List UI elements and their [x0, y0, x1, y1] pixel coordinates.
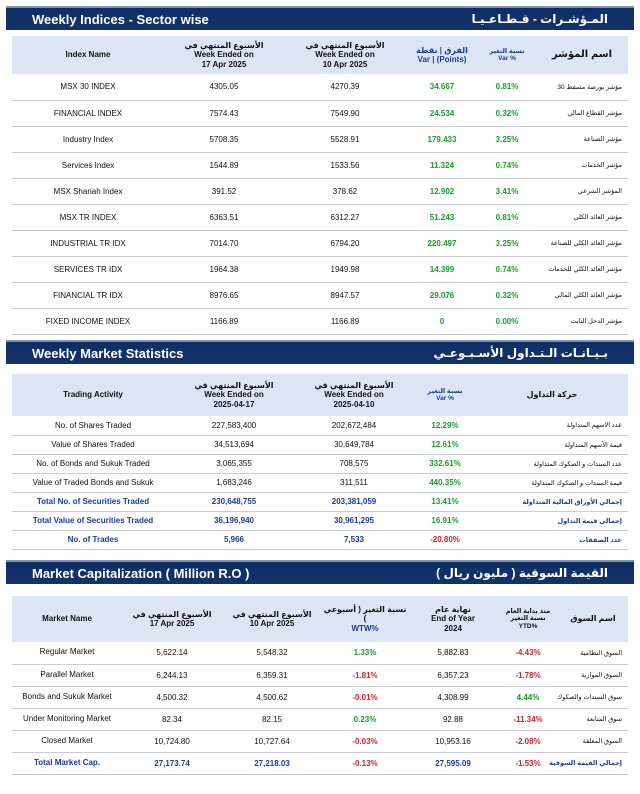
col-week2: الأسبوع المنتهي في Week Ended on 10 Apr 2025	[284, 36, 406, 74]
index-week1-value: 391.52	[164, 178, 284, 204]
index-name-ar: مؤشر الدخل الثابت	[536, 308, 628, 334]
col-week1: الأسبوع المنتهي في Week Ended on 17 Apr 2025	[164, 36, 284, 74]
index-week1-value: 5708.35	[164, 126, 284, 152]
stats-week2-value: 202,672,484	[294, 416, 414, 435]
col-index-name-ar: اسم المؤشر	[536, 36, 628, 74]
index-name-ar: مؤشر الصناعة	[536, 126, 628, 152]
col-market-name: Market Name	[12, 596, 122, 642]
index-name-ar: مؤشر العائد الكلي	[536, 204, 628, 230]
index-name: SERVICES TR IDX	[12, 256, 164, 282]
index-name-ar: مؤشر القطاع المالي	[536, 100, 628, 126]
index-row	[12, 282, 628, 308]
stats-week2-value: 311,511	[294, 473, 414, 492]
cap-ytd-pct: -4.43%	[498, 642, 558, 664]
index-name: Industry Index	[12, 126, 164, 152]
index-week1-value: 1166.89	[164, 308, 284, 334]
cap-wtw-pct: 0.23%	[322, 708, 408, 730]
index-var-points: 29.076	[406, 282, 478, 308]
cap-ytd-pct: 4.44%	[498, 686, 558, 708]
index-week1-value: 7574.43	[164, 100, 284, 126]
cap-week1-value: 82.34	[122, 708, 222, 730]
index-name: FIXED INCOME INDEX	[12, 308, 164, 334]
indices-title: Weekly Indices - Sector wise	[32, 11, 209, 27]
index-name: MSX Shariah Index	[12, 178, 164, 204]
stats-week1-value: 3,065,355	[174, 454, 294, 473]
stats-week2-value: 203,381,059	[294, 492, 414, 511]
col-cap-week1: الأسبوع المنتهي في 17 Apr 2025	[122, 596, 222, 642]
cap-title: Market Capitalization ( Million R.O )	[32, 565, 250, 581]
stats-title-ar: بـيـانـات الـتـداول الأسـبـوعـي	[433, 346, 608, 360]
cap-week2-value: 5,548.32	[222, 642, 322, 664]
cap-table	[12, 596, 628, 775]
index-var-pct: 3.41%	[478, 178, 536, 204]
stats-var-pct: 12.61%	[414, 435, 476, 454]
stats-row	[12, 435, 628, 454]
cap-market-name-ar: إجمالي القيمة السوقية	[558, 752, 628, 774]
indices-banner	[6, 6, 634, 30]
index-var-pct: 0.32%	[478, 282, 536, 308]
cap-row	[12, 664, 628, 686]
index-name: MSX TR INDEX	[12, 204, 164, 230]
col-cap-week2: الأسبوع المنتهي في 10 Apr 2025	[222, 596, 322, 642]
index-name-ar: مؤشر الخدمات	[536, 152, 628, 178]
cap-market-name: Closed Market	[12, 730, 122, 752]
col-stats-week2: الأسبوع المنتهي في Week Ended on 2025-04-10	[294, 374, 414, 416]
cap-wtw-pct: -1.81%	[322, 664, 408, 686]
index-name: INDUSTRIAL TR IDX	[12, 230, 164, 256]
cap-title-ar: القيمة السوقية ( مليون ريال )	[436, 566, 608, 580]
stats-activity: Total Value of Securities Traded	[12, 511, 174, 530]
index-week2-value: 8947.57	[284, 282, 406, 308]
index-week2-value: 4270.39	[284, 74, 406, 100]
stats-activity: Value of Shares Traded	[12, 435, 174, 454]
stats-activity-ar: إجمالي الأوراق المالية المتداولة	[476, 492, 628, 511]
index-week2-value: 5528.91	[284, 126, 406, 152]
index-var-pct: 0.81%	[478, 74, 536, 100]
indices-section	[6, 6, 634, 334]
index-week1-value: 1544.89	[164, 152, 284, 178]
stats-activity-ar: قيمة الأسهم المتداولة	[476, 435, 628, 454]
index-name-ar: مؤشر العائد الكلي للصناعة	[536, 230, 628, 256]
cap-eoy-value: 10,953.16	[408, 730, 498, 752]
stats-banner	[6, 340, 634, 364]
indices-title-ar: المـؤشـرات - قـطـاعـيـا	[471, 12, 608, 26]
index-var-points: 220.497	[406, 230, 478, 256]
stats-week1-value: 5,966	[174, 530, 294, 549]
stats-week1-value: 36,196,940	[174, 511, 294, 530]
cap-week1-value: 27,173.74	[122, 752, 222, 774]
cap-ytd-pct: -1.53%	[498, 752, 558, 774]
stats-title: Weekly Market Statistics	[32, 345, 184, 361]
index-week2-value: 6312.27	[284, 204, 406, 230]
col-trading-activity: Trading Activity	[12, 374, 174, 416]
cap-market-name-ar: السوق المغلقة	[558, 730, 628, 752]
cap-eoy-value: 5,882.83	[408, 642, 498, 664]
stats-var-pct: 16.91%	[414, 511, 476, 530]
index-var-points: 12.902	[406, 178, 478, 204]
stats-week1-value: 1,683,246	[174, 473, 294, 492]
col-cap-ytd: منذ بداية العام نسبة التغير YTD%	[498, 596, 558, 642]
index-row	[12, 152, 628, 178]
cap-wtw-pct: -0.03%	[322, 730, 408, 752]
cap-week2-value: 27,218.03	[222, 752, 322, 774]
cap-section	[6, 560, 634, 788]
index-var-pct: 0.32%	[478, 100, 536, 126]
index-var-points: 24.534	[406, 100, 478, 126]
index-var-pct: 0.00%	[478, 308, 536, 334]
stats-activity: No. of Shares Traded	[12, 416, 174, 435]
stats-section	[6, 340, 634, 550]
cap-wtw-pct: 1.33%	[322, 642, 408, 664]
stats-activity-ar: عدد السندات و الصكوك المتداولة	[476, 454, 628, 473]
stats-week1-value: 227,583,400	[174, 416, 294, 435]
index-name-ar: مؤشر بورصة مسقط 30	[536, 74, 628, 100]
col-trading-activity-ar: حركة التداول	[476, 374, 628, 416]
stats-week2-value: 30,961,295	[294, 511, 414, 530]
cap-market-name-ar: السوق الموازية	[558, 664, 628, 686]
col-var-points: الفرق | نقطة Var | (Points)	[406, 36, 478, 74]
cap-ytd-pct: -1.78%	[498, 664, 558, 686]
stats-var-pct: -20.80%	[414, 530, 476, 549]
col-cap-wtw: نسبة التغير ( أسبوعي ) WTW%	[322, 596, 408, 642]
index-name-ar: المؤشر الشرعي	[536, 178, 628, 204]
stats-var-pct: 440.35%	[414, 473, 476, 492]
index-row	[12, 178, 628, 204]
cap-market-name: Parallel Market	[12, 664, 122, 686]
stats-activity-ar: إجمالي قيمة التداول	[476, 511, 628, 530]
col-cap-eoy: نهاية عام End of Year 2024	[408, 596, 498, 642]
index-row	[12, 74, 628, 100]
cap-row	[12, 686, 628, 708]
index-var-points: 11.324	[406, 152, 478, 178]
index-week1-value: 4305.05	[164, 74, 284, 100]
cap-market-name-ar: سوق المتابعة	[558, 708, 628, 730]
index-week2-value: 378.62	[284, 178, 406, 204]
index-name-ar: مؤشر العائد الكلي المالي	[536, 282, 628, 308]
stats-week2-value: 708,575	[294, 454, 414, 473]
stats-table	[12, 374, 628, 550]
index-name: FINANCIAL INDEX	[12, 100, 164, 126]
cap-week2-value: 82.15	[222, 708, 322, 730]
cap-market-name-ar: سوق السندات والصكوك	[558, 686, 628, 708]
index-week2-value: 6794.20	[284, 230, 406, 256]
cap-eoy-value: 6,357.23	[408, 664, 498, 686]
index-var-pct: 0.74%	[478, 152, 536, 178]
stats-row	[12, 492, 628, 511]
index-var-points: 0	[406, 308, 478, 334]
stats-activity: No. of Bonds and Sukuk Traded	[12, 454, 174, 473]
index-name-ar: مؤشر العائد الكلي للخدمات	[536, 256, 628, 282]
cap-week2-value: 10,727.64	[222, 730, 322, 752]
index-var-points: 179.433	[406, 126, 478, 152]
col-stats-var: نسبة التغير Var %	[414, 374, 476, 416]
stats-activity: Value of Traded Bonds and Sukuk	[12, 473, 174, 492]
cap-row	[12, 730, 628, 752]
index-week1-value: 8976.65	[164, 282, 284, 308]
stats-activity-ar: عدد الاسهم المتداولة	[476, 416, 628, 435]
cap-market-name: Bonds and Sukuk Market	[12, 686, 122, 708]
cap-wtw-pct: -0.01%	[322, 686, 408, 708]
index-var-pct: 3.25%	[478, 230, 536, 256]
cap-market-name: Regular Market	[12, 642, 122, 664]
cap-eoy-value: 4,308.99	[408, 686, 498, 708]
index-name: Services Index	[12, 152, 164, 178]
index-week2-value: 1533.56	[284, 152, 406, 178]
stats-activity: Total No. of Securities Traded	[12, 492, 174, 511]
stats-activity-ar: قيمة السندات و الصكوك المتداولة	[476, 473, 628, 492]
stats-row	[12, 530, 628, 549]
index-var-pct: 0.74%	[478, 256, 536, 282]
indices-table	[12, 36, 628, 335]
cap-week1-value: 10,724.80	[122, 730, 222, 752]
index-week2-value: 7549.90	[284, 100, 406, 126]
index-name: FINANCIAL TR IDX	[12, 282, 164, 308]
cap-row	[12, 752, 628, 774]
stats-week1-value: 34,513,694	[174, 435, 294, 454]
stats-week1-value: 230,648,755	[174, 492, 294, 511]
index-week1-value: 1964.38	[164, 256, 284, 282]
index-var-pct: 0.81%	[478, 204, 536, 230]
col-var-pct: نسبة التغير Var %	[478, 36, 536, 74]
index-var-pct: 3.25%	[478, 126, 536, 152]
stats-var-pct: 332.61%	[414, 454, 476, 473]
cap-market-name: Under Monitoring Market	[12, 708, 122, 730]
cap-wtw-pct: -0.13%	[322, 752, 408, 774]
stats-row	[12, 416, 628, 435]
stats-var-pct: 13.41%	[414, 492, 476, 511]
index-var-points: 14.399	[406, 256, 478, 282]
stats-activity: No. of Trades	[12, 530, 174, 549]
index-row	[12, 308, 628, 334]
col-stats-week1: الأسبوع المنتهي في Week Ended on 2025-04-17	[174, 374, 294, 416]
index-row	[12, 204, 628, 230]
cap-market-name: Total Market Cap.	[12, 752, 122, 774]
index-row	[12, 126, 628, 152]
cap-eoy-value: 27,595.09	[408, 752, 498, 774]
stats-week2-value: 7,533	[294, 530, 414, 549]
cap-week1-value: 4,500.32	[122, 686, 222, 708]
index-week2-value: 1166.89	[284, 308, 406, 334]
index-row	[12, 230, 628, 256]
cap-week1-value: 5,622.14	[122, 642, 222, 664]
cap-ytd-pct: -11.34%	[498, 708, 558, 730]
col-index-name: Index Name	[12, 36, 164, 74]
cap-market-name-ar: السوق النظامية	[558, 642, 628, 664]
index-week2-value: 1949.98	[284, 256, 406, 282]
stats-activity-ar: عدد الصفقات	[476, 530, 628, 549]
cap-ytd-pct: -2.08%	[498, 730, 558, 752]
col-market-name-ar: اسم السوق	[558, 596, 628, 642]
cap-week1-value: 6,244.13	[122, 664, 222, 686]
stats-row	[12, 454, 628, 473]
stats-row	[12, 511, 628, 530]
stats-var-pct: 12.29%	[414, 416, 476, 435]
index-var-points: 34.667	[406, 74, 478, 100]
stats-row	[12, 473, 628, 492]
cap-week2-value: 6,359.31	[222, 664, 322, 686]
index-var-points: 51.243	[406, 204, 478, 230]
index-row	[12, 256, 628, 282]
stats-week2-value: 30,649,784	[294, 435, 414, 454]
index-name: MSX 30 INDEX	[12, 74, 164, 100]
cap-row	[12, 642, 628, 664]
index-row	[12, 100, 628, 126]
cap-row	[12, 708, 628, 730]
index-week1-value: 6363.51	[164, 204, 284, 230]
cap-eoy-value: 92.88	[408, 708, 498, 730]
index-week1-value: 7014.70	[164, 230, 284, 256]
cap-week2-value: 4,500.62	[222, 686, 322, 708]
cap-banner	[6, 560, 634, 584]
